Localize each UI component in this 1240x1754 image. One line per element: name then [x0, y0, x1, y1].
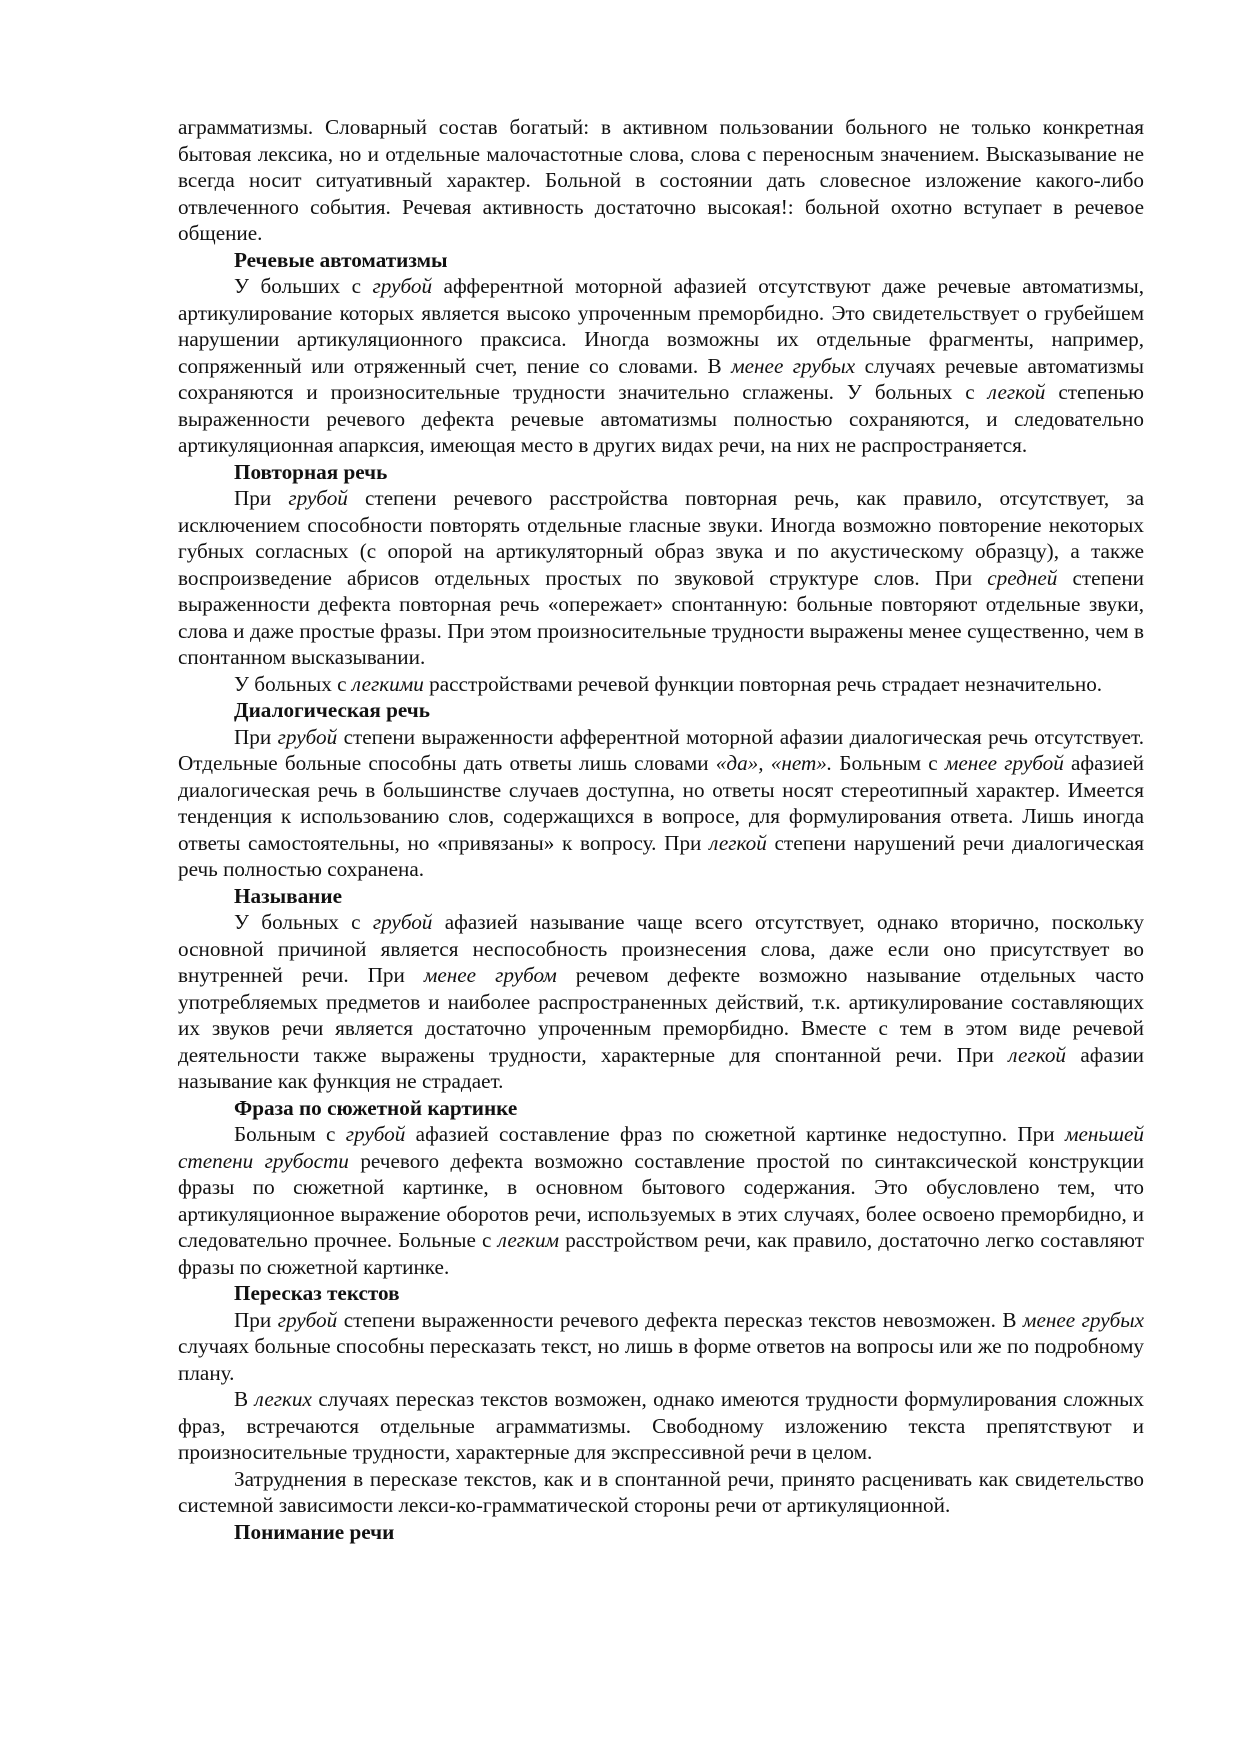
paragraph	[178, 1121, 1144, 1280]
text-run: При	[234, 486, 289, 510]
section-heading	[178, 1519, 1144, 1546]
text-run: степени выраженности дефекта повторная речь «опережает» спонтанную: больные повторяют отдельные звуки, слова и даже простые фразы. При этом произносительные трудности выражены менее существенно, чем в спонтанном высказывании.	[178, 565, 1144, 669]
text-run: При	[234, 724, 278, 749]
text-run: степени выраженности афферентной моторной афазии диалогическая речь отсутствует. Отдельные больные способны дать ответы лишь словами	[178, 724, 1144, 775]
text-run: афферентной моторной афазией отсутствуют даже речевые автоматизмы, артикулирование которых является высоко упроченным преморбидно. Это свидетельствует о грубейшем нарушении артикуляционного праксиса. Иногда возможны их отдельные фрагменты, например, сопряженный или отряженный счет, пение со словами. В	[178, 274, 1144, 378]
italic-text: «да», «нет».	[715, 751, 833, 775]
paragraph	[178, 909, 1144, 1095]
text-run: расстройствами речевой функции повторная речь страдает незначительно.	[423, 671, 1103, 696]
italic-text: грубой	[372, 274, 433, 298]
paragraph	[178, 114, 1144, 247]
italic-text: грубой	[277, 724, 338, 749]
text-run: аграмматизмы. Словарный состав богатый: в активном пользовании больного не только конкретная бытовая лексика, но и отдельные малочастотные слова, слова с переносным значением. Высказывание не всегда носит ситуативный характер. Больной в состоянии дать словесное изложение какого-либо отвлеченного события. Речевая активность достаточно высокая!: больной охотно вступает в речевое общение.	[178, 115, 1144, 245]
paragraph	[178, 724, 1144, 883]
italic-text: менее грубой	[944, 751, 1064, 775]
text-run: Понимание речи	[234, 1519, 395, 1544]
italic-text: меньшей степени грубости	[178, 1122, 1145, 1173]
section-heading	[178, 1095, 1144, 1122]
text-run: речевом дефекте возможно называние отдельных часто употребляемых предметов и наиболее распространенных действий, т.к. артикулирование составляющих их звуков речи является достаточно упроченным преморбидно. Вместе с тем в этом виде речевой деятельности также выражены трудности, характерные для спонтанной речи. При	[178, 963, 1144, 1067]
text-run: случаях больные способны пересказать текст, но лишь в форме ответов на вопросы или же по подробному плану.	[178, 1334, 1144, 1385]
text-run: Называние	[234, 883, 342, 908]
text-run: афазией диалогическая речь в большинстве случаев доступна, но ответы носят стереотипный характер. Имеется тенденция к использованию слов, содержащихся в вопросе, для формулирования ответа. Лишь иногда ответы самостоятельны, но «привязаны» к вопросу. При	[178, 751, 1145, 855]
paragraph	[178, 1386, 1144, 1466]
italic-text: легкими	[351, 671, 424, 696]
italic-text: менее грубом	[423, 963, 557, 987]
italic-text: менее грубых	[731, 353, 856, 378]
text-run: У больших с	[234, 274, 373, 298]
text-run: Пересказ текстов	[234, 1281, 400, 1305]
text-run: расстройством речи, как правило, достаточно легко составляют фразы по сюжетной картинке.	[178, 1228, 1144, 1279]
text-run: случаях пересказ текстов возможен, однако имеются трудности формулирования сложных фраз, встречаются отдельные аграмматизмы. Свободному изложению текста препятствуют и произносительные трудности, характерные для экспрессивной речи в целом.	[178, 1387, 1144, 1464]
paragraph	[178, 1466, 1144, 1519]
italic-text: средней	[987, 565, 1058, 590]
text-run: Повторная речь	[234, 459, 388, 484]
section-heading	[178, 1280, 1144, 1307]
italic-text: легкой	[987, 380, 1046, 404]
italic-text: грубой	[372, 910, 433, 934]
text-run: случаях речевые автоматизмы сохраняются и произносительные трудности значительно сглажены. У больных с	[178, 353, 1145, 404]
text-run: степени выраженности речевого дефекта пересказ текстов невозможен. В	[337, 1307, 1023, 1332]
text-run: степени нарушений речи диалогическая речь полностью сохранена.	[178, 830, 1144, 881]
text-run: У больных с	[234, 910, 373, 934]
text-run: Речевые автоматизмы	[234, 247, 448, 272]
italic-text: легкой	[1008, 1042, 1067, 1067]
text-run: Диалогическая речь	[234, 698, 430, 722]
text-run: Фраза по сюжетной картинке	[234, 1095, 518, 1120]
text-run: Затруднения в пересказе текстов, как и в спонтанной речи, принято расценивать как свидетельство системной зависимости лекси-ко-грамматической стороны речи от артикуляционной.	[178, 1466, 1144, 1517]
text-run: Больным с	[234, 1122, 346, 1146]
text-run: афазией составление фраз по сюжетной картинке недоступно. При	[405, 1122, 1065, 1146]
paragraph	[178, 485, 1144, 671]
italic-text: менее грубых	[1022, 1307, 1145, 1332]
section-heading	[178, 247, 1144, 274]
text-run: афазии называние как функция не страдает.	[178, 1042, 1144, 1093]
section-heading	[178, 459, 1144, 486]
paragraph	[178, 273, 1144, 459]
text-run: У больных с	[234, 671, 352, 696]
text-run: степенью выраженности речевого дефекта речевые автоматизмы полностью сохраняются, и следовательно артикуляционная апарксия, имеющая место в других видах речи, на них не распространяется.	[178, 380, 1145, 457]
text-run: При	[234, 1307, 278, 1332]
text-run: В	[234, 1387, 255, 1411]
italic-text: грубой	[288, 486, 348, 510]
italic-text: грубой	[345, 1122, 406, 1146]
text-run: афазией называние чаще всего отсутствует, однако вторично, поскольку основной причиной является неспособность произнесения слова, даже если оно присутствует во внутренней речи. При	[178, 910, 1145, 987]
text-run: степени речевого расстройства повторная речь, как правило, отсутствует, за исключением способности повторять отдельные гласные звуки. Иногда возможно повторение некоторых губных согласных (с опорой на артикуляторный образ звука и по акустическому образцу), а также воспроизведение абрисов отдельных простых по звуковой структуре слов. При	[178, 486, 1145, 590]
italic-text: легкой	[709, 830, 767, 855]
section-heading	[178, 883, 1144, 910]
paragraph	[178, 1307, 1144, 1387]
text-run: Больным с	[832, 751, 945, 775]
paragraph	[178, 671, 1144, 698]
italic-text: грубой	[277, 1307, 338, 1332]
section-heading	[178, 697, 1144, 724]
italic-text: легких	[254, 1387, 312, 1411]
italic-text: легким	[497, 1228, 560, 1252]
text-run: речевого дефекта возможно составление простой по синтаксической конструкции фразы по сюжетной картинке, в основном бытового содержания. Это обусловлено тем, что артикуляционное выражение оборотов речи, используемых в этих случаях, более освоено преморбидно, и следовательно прочнее. Больные с	[178, 1148, 1144, 1252]
